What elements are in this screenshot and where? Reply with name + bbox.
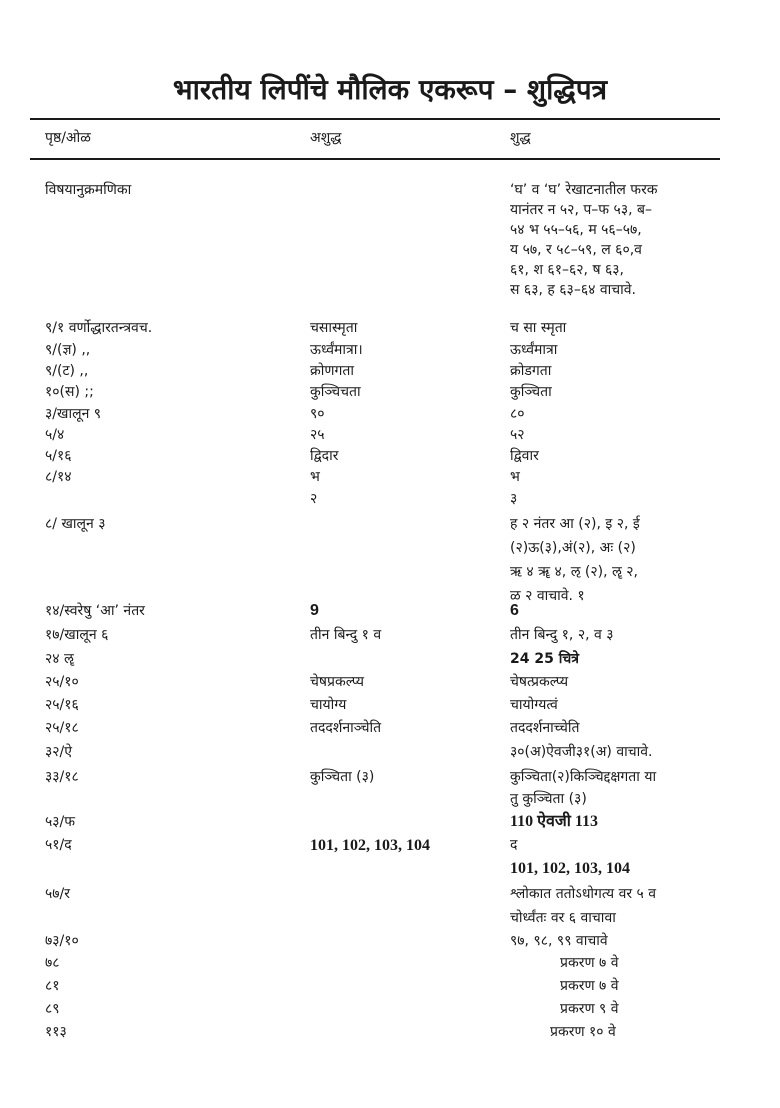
page-line-cell: १७/खालून ६ [45,627,109,643]
correct-cell [510,931,732,951]
correct-line: ऊर्ध्वंमात्रा [510,342,558,358]
correct-line: यानंतर न ५२, प–फ ५३, ब– [510,202,653,218]
page-line-cell: ५७/र [45,886,71,902]
page-line-cell: ५३/फ [45,814,76,830]
page-line-cell: २५/१० [45,674,79,690]
correct-line: चेषत्प्रकल्प्य [510,674,569,690]
correct-cell [510,340,732,360]
page-line-cell: ८/ खालून ३ [45,516,106,532]
incorrect-cell: तददर्शनाञ्चेति [310,720,382,736]
correct-line: कुञ्चिता(२)किञ्चिद्दक्षगता या [510,769,657,785]
header-bottom-rule [30,158,720,160]
correct-line: प्रकरण ७ वे [560,978,619,994]
correct-line: ‘घ’ व ‘घ’ रेखाटनातील फरक [510,182,658,198]
correct-line: ५२ [510,427,525,443]
correct-line: ८० [510,406,525,422]
page-line-cell: विषयानुक्रमणिका [45,182,132,198]
correct-cell [510,601,732,621]
correct-line: क्रोडगता [510,363,552,379]
correct-line: ऋ ४ ॠ ४, ऌ (२), ॡ २, [510,564,639,580]
page-line-cell: ७३/१० [45,933,79,949]
page-line-cell: ११३ [45,1024,67,1040]
correct-cell [510,649,732,669]
page-line-cell: १४/स्वरेषु ‘आ’ नंतर [45,603,145,619]
incorrect-cell: २ [310,491,318,507]
page-line-cell: ८९ [45,1001,60,1017]
correct-line: द [510,837,518,853]
page-line-cell: ७८ [45,955,60,971]
correct-line: भ [510,469,520,485]
column-header-incorrect: अशुद्ध [310,130,342,146]
page-line-cell: २५/१६ [45,697,79,713]
correct-line: (२)ऊ(३),अं(२), अः (२) [510,540,636,556]
correct-line: 101, 102, 103, 104 [510,860,630,877]
incorrect-cell: ऊर्ध्वंमात्रा। [310,342,363,358]
header-top-rule [30,118,720,120]
correct-cell [510,467,732,487]
page-line-cell: ५/१६ [45,448,72,464]
incorrect-cell: क्रोणगता [310,363,354,379]
correct-cell [510,318,732,338]
correct-line: प्रकरण ९ वे [560,1001,619,1017]
correct-line: 6 [510,602,519,619]
correct-cell [510,742,732,762]
page-line-cell: ९/(ट) ,, [45,363,89,379]
page-line-cell: ५१/द [45,837,72,853]
correct-cell [510,1022,772,1042]
correct-cell [510,625,732,645]
page-line-cell: ३२/ऐ [45,744,73,760]
correct-cell [510,718,732,738]
incorrect-cell: चायोग्य [310,697,347,713]
incorrect-cell: द्विदार [310,448,339,464]
incorrect-cell: कुञ्चिता (३) [310,769,375,785]
correct-cell [510,672,732,692]
correct-cell [510,446,732,466]
correct-line: प्रकरण ७ वे [560,955,619,971]
correct-cell [510,882,732,930]
incorrect-cell: २५ [310,427,325,443]
page-line-cell: ८/१४ [45,469,72,485]
correct-line: श्लोकात ततोऽधोगत्य वर ५ व [510,886,657,902]
correct-cell [510,512,732,608]
correct-line: ३०(अ)ऐवजी३१(अ) वाचावे. [510,744,653,760]
correct-cell [510,695,732,715]
incorrect-cell: चेषप्रकल्प्य [310,674,365,690]
incorrect-cell: तीन बिन्दु १ व [310,627,382,643]
correct-line: ६१, श ६१–६२, ष ६३, [510,262,625,278]
page-line-cell: ३३/१८ [45,769,79,785]
correct-cell [510,425,732,445]
correct-line: ९७, ९८, ९९ वाचावे [510,933,608,949]
incorrect-cell: कुञ्चिचता [310,384,361,400]
page-line-cell: ९/(ज्ञ) ,, [45,342,91,358]
correct-line: प्रकरण १० वे [550,1024,616,1040]
page-line-cell: ५/४ [45,427,65,443]
correct-line: 110 ऐवजी 113 [510,813,598,830]
incorrect-cell: 9 [310,602,319,619]
incorrect-cell: ९० [310,406,325,422]
page-line-cell: १०(स) ;; [45,384,94,400]
correct-cell [510,834,732,880]
correct-line: तु कुञ्चिता (३) [510,791,587,807]
correct-line: ३ [510,491,518,507]
page-line-cell: ९/१ वर्णोद्धारतन्त्रवच. [45,320,153,336]
correct-cell [510,404,732,424]
correct-line: द्विवार [510,448,539,464]
incorrect-cell: भ [310,469,320,485]
correct-cell [510,382,732,402]
page-line-cell: २४ ॡ [45,651,74,667]
correct-line: तीन बिन्दु १, २, व ३ [510,627,614,643]
correct-cell [510,489,732,509]
column-header-page-line: पृष्ठ/ओळ [45,130,91,146]
correct-cell [510,361,732,381]
correct-line: स ६३, ह ६३–६४ वाचावे. [510,282,636,298]
correct-line: चोर्ध्वंतः वर ६ वाचावा [510,910,616,926]
correct-line: ह २ नंतर आ (२), इ २, ई [510,516,640,532]
page-line-cell: २५/१८ [45,720,79,736]
correct-cell [510,766,732,810]
page-line-cell: ३/खालून ९ [45,406,102,422]
correct-line: चायोग्यत्वं [510,697,558,713]
correct-cell [520,999,780,1019]
correct-line: तददर्शनाच्चेति [510,720,580,736]
correct-line: य ५७, र ५८–५९, ल ६०,व [510,242,642,258]
incorrect-cell: 101, 102, 103, 104 [310,837,430,854]
correct-line: ५४ भ ५५–५६, म ५६–५७, [510,222,642,238]
correct-cell [520,953,780,973]
column-header-correct: शुद्ध [510,130,531,146]
correct-cell [520,976,780,996]
correct-line: ळ २ वाचावे. १ [510,588,585,604]
correct-cell [510,812,732,832]
correct-cell [510,180,732,300]
incorrect-cell: चसास्मृता [310,320,358,336]
correct-line: कुञ्चिता [510,384,552,400]
page-title: भारतीय लिपींचे मौलिक एकरूप – शुद्धिपत्र [172,73,608,106]
correct-line: च सा स्मृता [510,320,567,336]
page-line-cell: ८१ [45,978,60,994]
correct-line: 24 25 चित्रे [510,651,579,667]
